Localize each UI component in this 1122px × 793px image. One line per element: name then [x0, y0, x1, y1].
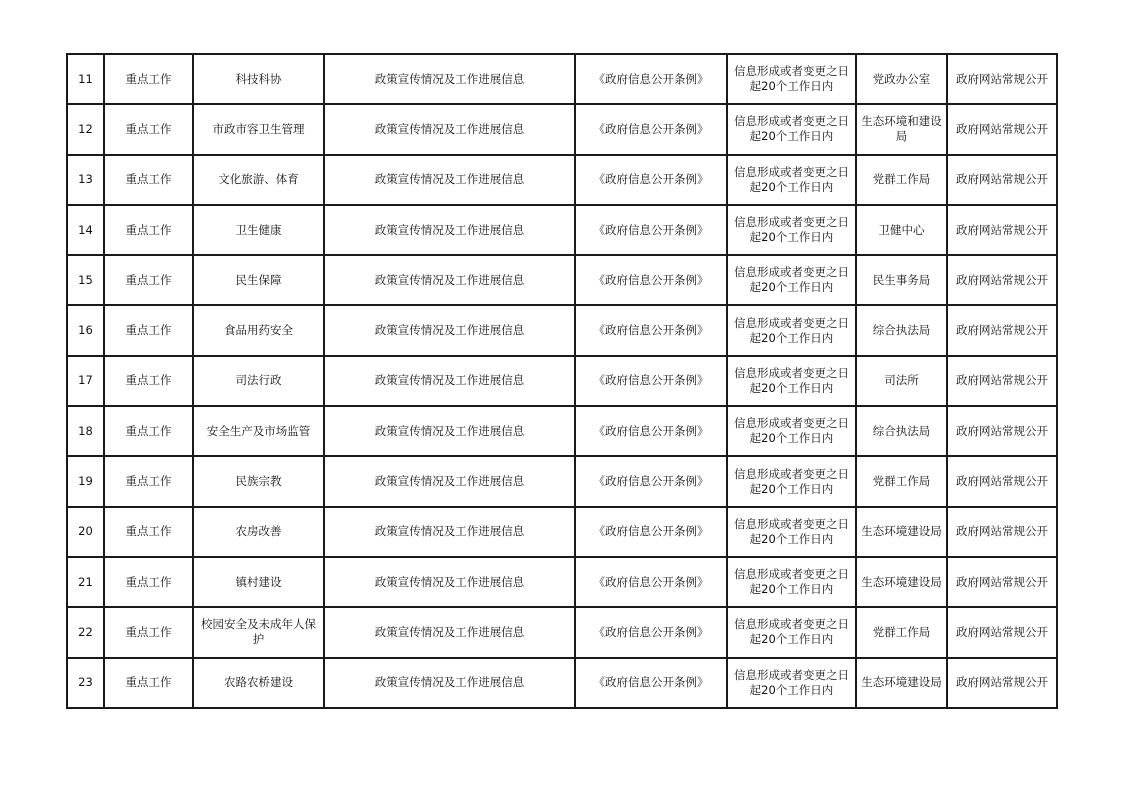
item-cell: 农路农桥建设 [193, 658, 324, 708]
table-row [67, 406, 1057, 456]
disclosure-method-cell: 政府网站常规公开 [947, 155, 1057, 205]
category-cell: 重点工作 [104, 155, 193, 205]
category-cell: 重点工作 [104, 557, 193, 607]
deadline-cell: 信息形成或者变更之日起20个工作日内 [727, 54, 856, 104]
row-number-cell: 16 [67, 305, 104, 355]
table-row [67, 356, 1057, 406]
deadline-cell: 信息形成或者变更之日起20个工作日内 [727, 205, 856, 255]
department-cell: 生态环境建设局 [856, 658, 947, 708]
deadline-cell: 信息形成或者变更之日起20个工作日内 [727, 155, 856, 205]
legal-basis-cell: 《政府信息公开条例》 [575, 104, 727, 154]
table-row [67, 305, 1057, 355]
deadline-cell: 信息形成或者变更之日起20个工作日内 [727, 356, 856, 406]
content-cell: 政策宣传情况及工作进展信息 [324, 305, 575, 355]
table-row [67, 507, 1057, 557]
content-cell: 政策宣传情况及工作进展信息 [324, 507, 575, 557]
deadline-cell: 信息形成或者变更之日起20个工作日内 [727, 557, 856, 607]
disclosure-method-cell: 政府网站常规公开 [947, 507, 1057, 557]
category-cell: 重点工作 [104, 54, 193, 104]
department-cell: 司法所 [856, 356, 947, 406]
disclosure-method-cell: 政府网站常规公开 [947, 205, 1057, 255]
department-cell: 生态环境建设局 [856, 557, 947, 607]
content-cell: 政策宣传情况及工作进展信息 [324, 356, 575, 406]
deadline-cell: 信息形成或者变更之日起20个工作日内 [727, 658, 856, 708]
category-cell: 重点工作 [104, 607, 193, 657]
department-cell: 综合执法局 [856, 305, 947, 355]
row-number-cell: 15 [67, 255, 104, 305]
department-cell: 党政办公室 [856, 54, 947, 104]
disclosure-method-cell: 政府网站常规公开 [947, 406, 1057, 456]
item-cell: 校园安全及未成年人保护 [193, 607, 324, 657]
disclosure-method-cell: 政府网站常规公开 [947, 356, 1057, 406]
row-number-cell: 14 [67, 205, 104, 255]
disclosure-method-cell: 政府网站常规公开 [947, 658, 1057, 708]
legal-basis-cell: 《政府信息公开条例》 [575, 205, 727, 255]
department-cell: 卫健中心 [856, 205, 947, 255]
legal-basis-cell: 《政府信息公开条例》 [575, 507, 727, 557]
deadline-cell: 信息形成或者变更之日起20个工作日内 [727, 456, 856, 506]
disclosure-table-page [66, 53, 1056, 707]
legal-basis-cell: 《政府信息公开条例》 [575, 155, 727, 205]
row-number-cell: 19 [67, 456, 104, 506]
legal-basis-cell: 《政府信息公开条例》 [575, 305, 727, 355]
department-cell: 生态环境和建设局 [856, 104, 947, 154]
table-row [67, 54, 1057, 104]
category-cell: 重点工作 [104, 305, 193, 355]
disclosure-method-cell: 政府网站常规公开 [947, 104, 1057, 154]
row-number-cell: 20 [67, 507, 104, 557]
category-cell: 重点工作 [104, 356, 193, 406]
disclosure-method-cell: 政府网站常规公开 [947, 54, 1057, 104]
content-cell: 政策宣传情况及工作进展信息 [324, 255, 575, 305]
disclosure-method-cell: 政府网站常规公开 [947, 456, 1057, 506]
content-cell: 政策宣传情况及工作进展信息 [324, 205, 575, 255]
row-number-cell: 22 [67, 607, 104, 657]
table-row [67, 607, 1057, 657]
disclosure-method-cell: 政府网站常规公开 [947, 607, 1057, 657]
item-cell: 食品用药安全 [193, 305, 324, 355]
legal-basis-cell: 《政府信息公开条例》 [575, 406, 727, 456]
category-cell: 重点工作 [104, 406, 193, 456]
department-cell: 党群工作局 [856, 607, 947, 657]
table-row [67, 456, 1057, 506]
item-cell: 文化旅游、体育 [193, 155, 324, 205]
category-cell: 重点工作 [104, 507, 193, 557]
table-row [67, 104, 1057, 154]
row-number-cell: 21 [67, 557, 104, 607]
table-row [67, 155, 1057, 205]
disclosure-method-cell: 政府网站常规公开 [947, 557, 1057, 607]
row-number-cell: 13 [67, 155, 104, 205]
deadline-cell: 信息形成或者变更之日起20个工作日内 [727, 507, 856, 557]
disclosure-method-cell: 政府网站常规公开 [947, 255, 1057, 305]
category-cell: 重点工作 [104, 205, 193, 255]
legal-basis-cell: 《政府信息公开条例》 [575, 456, 727, 506]
legal-basis-cell: 《政府信息公开条例》 [575, 607, 727, 657]
table-row [67, 557, 1057, 607]
deadline-cell: 信息形成或者变更之日起20个工作日内 [727, 255, 856, 305]
category-cell: 重点工作 [104, 658, 193, 708]
row-number-cell: 11 [67, 54, 104, 104]
content-cell: 政策宣传情况及工作进展信息 [324, 456, 575, 506]
content-cell: 政策宣传情况及工作进展信息 [324, 557, 575, 607]
legal-basis-cell: 《政府信息公开条例》 [575, 255, 727, 305]
row-number-cell: 12 [67, 104, 104, 154]
item-cell: 科技科协 [193, 54, 324, 104]
deadline-cell: 信息形成或者变更之日起20个工作日内 [727, 104, 856, 154]
department-cell: 生态环境建设局 [856, 507, 947, 557]
row-number-cell: 17 [67, 356, 104, 406]
item-cell: 民族宗教 [193, 456, 324, 506]
item-cell: 安全生产及市场监管 [193, 406, 324, 456]
deadline-cell: 信息形成或者变更之日起20个工作日内 [727, 305, 856, 355]
table-row [67, 205, 1057, 255]
item-cell: 民生保障 [193, 255, 324, 305]
department-cell: 综合执法局 [856, 406, 947, 456]
item-cell: 农房改善 [193, 507, 324, 557]
category-cell: 重点工作 [104, 255, 193, 305]
content-cell: 政策宣传情况及工作进展信息 [324, 607, 575, 657]
legal-basis-cell: 《政府信息公开条例》 [575, 356, 727, 406]
deadline-cell: 信息形成或者变更之日起20个工作日内 [727, 607, 856, 657]
item-cell: 卫生健康 [193, 205, 324, 255]
table-row [67, 255, 1057, 305]
content-cell: 政策宣传情况及工作进展信息 [324, 658, 575, 708]
item-cell: 市政市容卫生管理 [193, 104, 324, 154]
legal-basis-cell: 《政府信息公开条例》 [575, 54, 727, 104]
legal-basis-cell: 《政府信息公开条例》 [575, 658, 727, 708]
legal-basis-cell: 《政府信息公开条例》 [575, 557, 727, 607]
disclosure-method-cell: 政府网站常规公开 [947, 305, 1057, 355]
category-cell: 重点工作 [104, 456, 193, 506]
item-cell: 镇村建设 [193, 557, 324, 607]
disclosure-table [66, 53, 1058, 709]
table-row [67, 658, 1057, 708]
content-cell: 政策宣传情况及工作进展信息 [324, 54, 575, 104]
content-cell: 政策宣传情况及工作进展信息 [324, 155, 575, 205]
row-number-cell: 23 [67, 658, 104, 708]
content-cell: 政策宣传情况及工作进展信息 [324, 406, 575, 456]
content-cell: 政策宣传情况及工作进展信息 [324, 104, 575, 154]
category-cell: 重点工作 [104, 104, 193, 154]
deadline-cell: 信息形成或者变更之日起20个工作日内 [727, 406, 856, 456]
department-cell: 民生事务局 [856, 255, 947, 305]
row-number-cell: 18 [67, 406, 104, 456]
table-body [67, 54, 1057, 708]
item-cell: 司法行政 [193, 356, 324, 406]
department-cell: 党群工作局 [856, 456, 947, 506]
department-cell: 党群工作局 [856, 155, 947, 205]
